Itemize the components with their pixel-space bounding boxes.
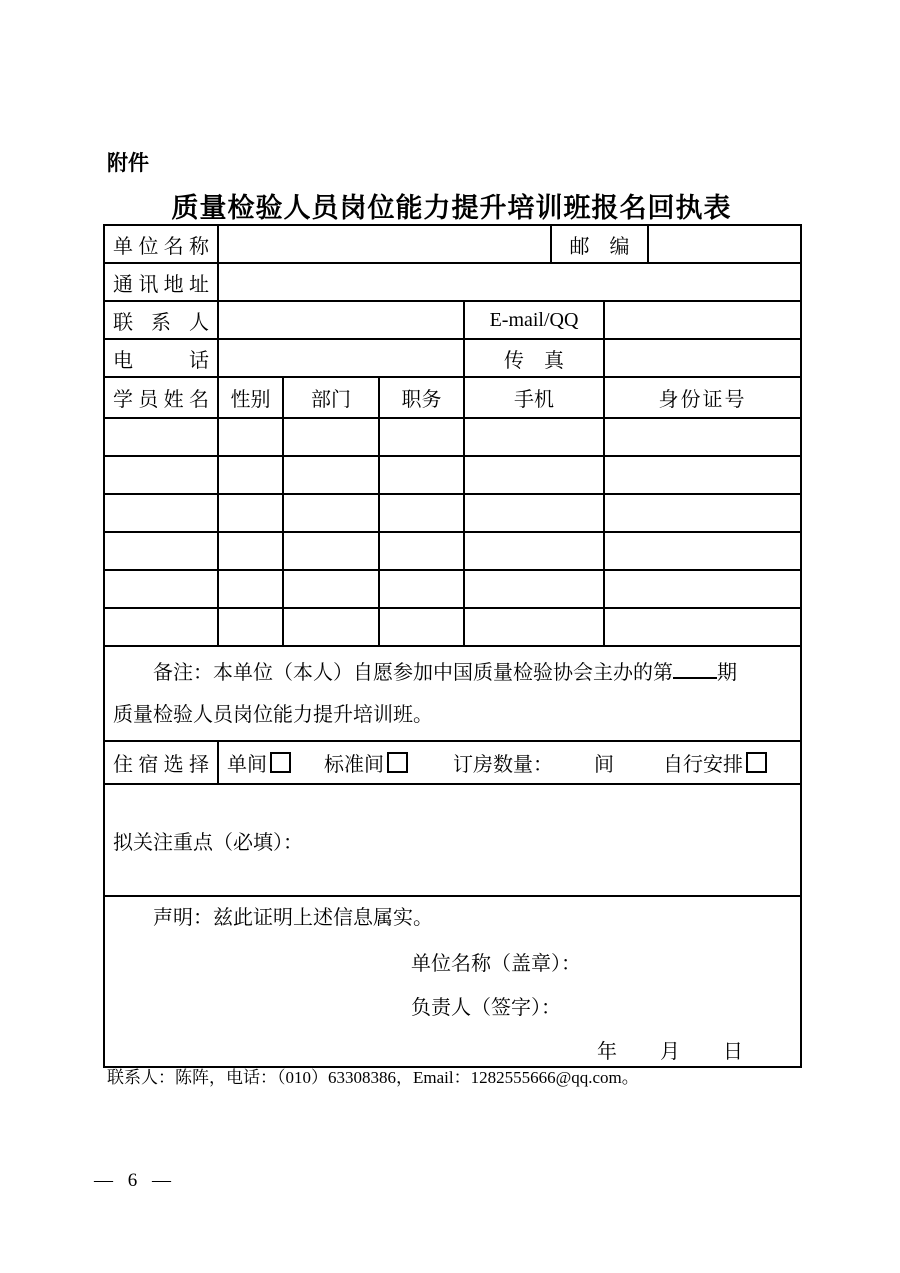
roster-cell xyxy=(283,570,379,608)
roster-cell xyxy=(379,532,464,570)
single-room-checkbox-icon xyxy=(270,752,291,773)
roster-header-idcard: 身份证号 xyxy=(604,377,801,418)
roster-cell xyxy=(604,532,801,570)
roster-cell xyxy=(218,570,283,608)
roster-cell xyxy=(464,570,604,608)
fax-value-cell xyxy=(604,339,801,377)
roster-cell xyxy=(104,570,218,608)
self-arrange-option: 自行安排 xyxy=(663,754,743,776)
roster-cell xyxy=(464,532,604,570)
remark-text-line2: 质量检验人员岗位能力提升培训班。 xyxy=(113,703,433,726)
contact-label: 联系人 xyxy=(104,301,218,339)
roster-cell xyxy=(604,608,801,646)
fax-label: 传 真 xyxy=(464,339,604,377)
signature-label: 负责人（签字）： xyxy=(411,997,561,1019)
form-title: 质量检验人员岗位能力提升培训班报名回执表 xyxy=(171,193,732,223)
roster-cell xyxy=(604,456,801,494)
roster-cell xyxy=(104,608,218,646)
roster-cell xyxy=(104,494,218,532)
roster-empty-row xyxy=(104,418,801,456)
postal-code-value-cell xyxy=(648,225,801,263)
roster-cell xyxy=(379,456,464,494)
contact-value-cell xyxy=(218,301,464,339)
roster-header-name: 学员姓名 xyxy=(104,377,218,418)
roster-cell xyxy=(464,494,604,532)
roster-cell xyxy=(283,418,379,456)
roster-cell xyxy=(604,494,801,532)
address-row xyxy=(104,263,801,301)
focus-row xyxy=(104,784,801,896)
accommodation-row xyxy=(104,741,801,784)
phone-label: 电话 xyxy=(104,339,218,377)
unit-name-label: 单位名称 xyxy=(104,225,218,263)
roster-cell xyxy=(464,418,604,456)
standard-room-option: 标准间 xyxy=(324,754,384,776)
booking-quantity-label: 订房数量： xyxy=(453,754,553,776)
roster-cell xyxy=(379,608,464,646)
phone-row xyxy=(104,339,801,377)
roster-empty-row xyxy=(104,532,801,570)
self-arrange-checkbox-icon xyxy=(746,752,767,773)
roster-cell xyxy=(218,532,283,570)
roster-cell xyxy=(283,494,379,532)
contact-row xyxy=(104,301,801,339)
roster-header-gender: 性别 xyxy=(218,377,283,418)
declaration-cell xyxy=(104,896,801,1067)
remark-text-after-blank: 期 xyxy=(717,661,737,684)
roster-cell xyxy=(218,418,283,456)
roster-cell xyxy=(104,418,218,456)
date-line: 年 月 日 xyxy=(597,1041,744,1063)
roster-header-row xyxy=(104,377,801,418)
roster-cell xyxy=(379,418,464,456)
roster-cell xyxy=(283,532,379,570)
roster-cell xyxy=(379,494,464,532)
footer-contact: 联系人：陈阵，电话：（010）63308386，Email：1282555666@qq.com。 xyxy=(107,1068,639,1087)
roster-empty-row xyxy=(104,570,801,608)
page-number: — 6 — xyxy=(94,1170,176,1191)
unit-name-row xyxy=(104,225,801,263)
email-label: E-mail/QQ xyxy=(464,301,604,339)
roster-header-department: 部门 xyxy=(283,377,379,418)
quantity-unit-label: 间 xyxy=(594,754,614,776)
attachment-label: 附件 xyxy=(107,152,149,175)
roster-cell xyxy=(218,608,283,646)
roster-header-mobile: 手机 xyxy=(464,377,604,418)
remark-row xyxy=(104,646,801,741)
fill-in-blank xyxy=(673,658,717,679)
roster-cell xyxy=(464,608,604,646)
standard-room-checkbox-icon xyxy=(387,752,408,773)
address-label: 通讯地址 xyxy=(104,263,218,301)
roster-cell xyxy=(218,494,283,532)
roster-cell xyxy=(604,418,801,456)
accommodation-options-cell xyxy=(218,741,801,784)
roster-cell xyxy=(104,456,218,494)
phone-value-cell xyxy=(218,339,464,377)
accommodation-label: 住宿选择 xyxy=(104,741,218,784)
roster-cell xyxy=(283,608,379,646)
declaration-statement: 声明：兹此证明上述信息属实。 xyxy=(153,907,433,929)
declaration-row xyxy=(104,896,801,1067)
roster-cell xyxy=(379,570,464,608)
roster-header-position: 职务 xyxy=(379,377,464,418)
roster-cell xyxy=(218,456,283,494)
unit-seal-label: 单位名称（盖章）： xyxy=(411,953,581,975)
roster-empty-row xyxy=(104,494,801,532)
single-room-option: 单间 xyxy=(227,754,267,776)
focus-label: 拟关注重点（必填）： xyxy=(113,831,303,854)
remark-cell xyxy=(104,646,801,741)
registration-form-table xyxy=(103,224,802,1068)
postal-code-label: 邮 编 xyxy=(551,225,648,263)
roster-empty-row xyxy=(104,456,801,494)
address-value-cell xyxy=(218,263,801,301)
roster-empty-row xyxy=(104,608,801,646)
remark-text-before-blank: 备注：本单位（本人）自愿参加中国质量检验协会主办的第 xyxy=(153,661,673,684)
roster-cell xyxy=(283,456,379,494)
unit-name-value-cell xyxy=(218,225,551,263)
roster-cell xyxy=(604,570,801,608)
email-value-cell xyxy=(604,301,801,339)
roster-cell xyxy=(104,532,218,570)
focus-cell xyxy=(104,784,801,896)
roster-cell xyxy=(464,456,604,494)
